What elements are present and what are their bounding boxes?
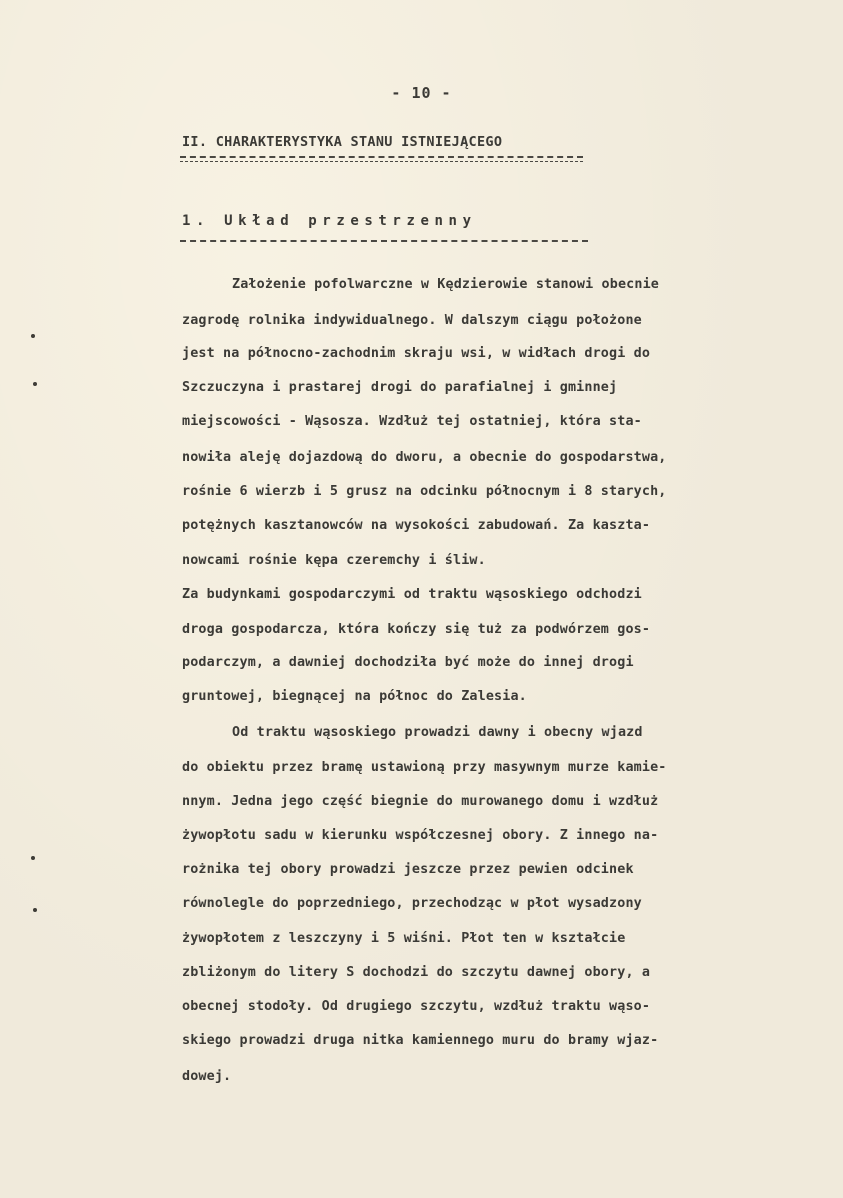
text-line: podarczym, a dawniej dochodziła być może do innej drogi <box>182 655 634 670</box>
text-line: zbliżonym do litery S dochodzi do szczytu dawnej obory, a <box>182 965 651 980</box>
text-line: Od traktu wąsoskiego prowadzi dawny i obecny wjazd <box>232 725 643 740</box>
margin-mark <box>33 908 37 912</box>
text-line: nowcami rośnie kępa czeremchy i śliw. <box>182 553 486 568</box>
text-line: rośnie 6 wierzb i 5 grusz na odcinku północnym i 8 starych, <box>182 484 667 499</box>
margin-mark <box>33 382 37 386</box>
text-line: potężnych kasztanowców na wysokości zabudowań. Za kaszta- <box>182 518 651 533</box>
text-line: gruntowej, biegnącej na północ do Zalesia. <box>182 689 527 704</box>
text-line: droga gospodarcza, która kończy się tuż za podwórzem gos- <box>182 622 651 637</box>
text-line: nowiła aleję dojazdową do dworu, a obecnie do gospodarstwa, <box>182 450 667 465</box>
text-line: rożnika tej obory prowadzi jeszcze przez pewien odcinek <box>182 862 634 877</box>
text-line: żywopłotu sadu w kierunku współczesnej obory. Z innego na- <box>182 828 659 843</box>
text-line: Szczuczyna i prastarej drogi do parafialnej i gminnej <box>182 380 618 395</box>
text-line: miejscowości - Wąsosza. Wzdłuż tej ostatniej, która sta- <box>182 414 642 429</box>
text-line: obecnej stodoły. Od drugiego szczytu, wzdłuż traktu wąso- <box>182 999 651 1014</box>
text-line: zagrodę rolnika indywidualnego. W dalszym ciągu położone <box>182 313 642 328</box>
chapter-heading-underline-2 <box>180 161 583 162</box>
chapter-heading-underline <box>180 156 583 158</box>
section-heading-underline <box>180 240 588 242</box>
text-line: Za budynkami gospodarczymi od traktu wąsoskiego odchodzi <box>182 587 642 602</box>
margin-mark <box>31 334 35 338</box>
text-line: żywopłotem z leszczyny i 5 wiśni. Płot ten w kształcie <box>182 931 626 946</box>
text-line: do obiektu przez bramę ustawioną przy masywnym murze kamie- <box>182 760 667 775</box>
section-heading: 1. Układ przestrzenny <box>182 213 477 229</box>
text-line: Założenie pofolwarczne w Kędzierowie stanowi obecnie <box>232 277 660 292</box>
text-line: skiego prowadzi druga nitka kamiennego muru do bramy wjaz- <box>182 1033 659 1048</box>
text-line: równolegle do poprzedniego, przechodząc w płot wysadzony <box>182 896 642 911</box>
chapter-heading: II. CHARAKTERYSTYKA STANU ISTNIEJĄCEGO <box>182 134 503 150</box>
page-number: - 10 - <box>391 84 452 102</box>
text-line: nnym. Jedna jego część biegnie do murowanego domu i wzdłuż <box>182 794 659 809</box>
margin-mark <box>31 856 35 860</box>
text-line: jest na północno-zachodnim skraju wsi, w widłach drogi do <box>182 346 651 361</box>
text-line: dowej. <box>182 1069 232 1084</box>
